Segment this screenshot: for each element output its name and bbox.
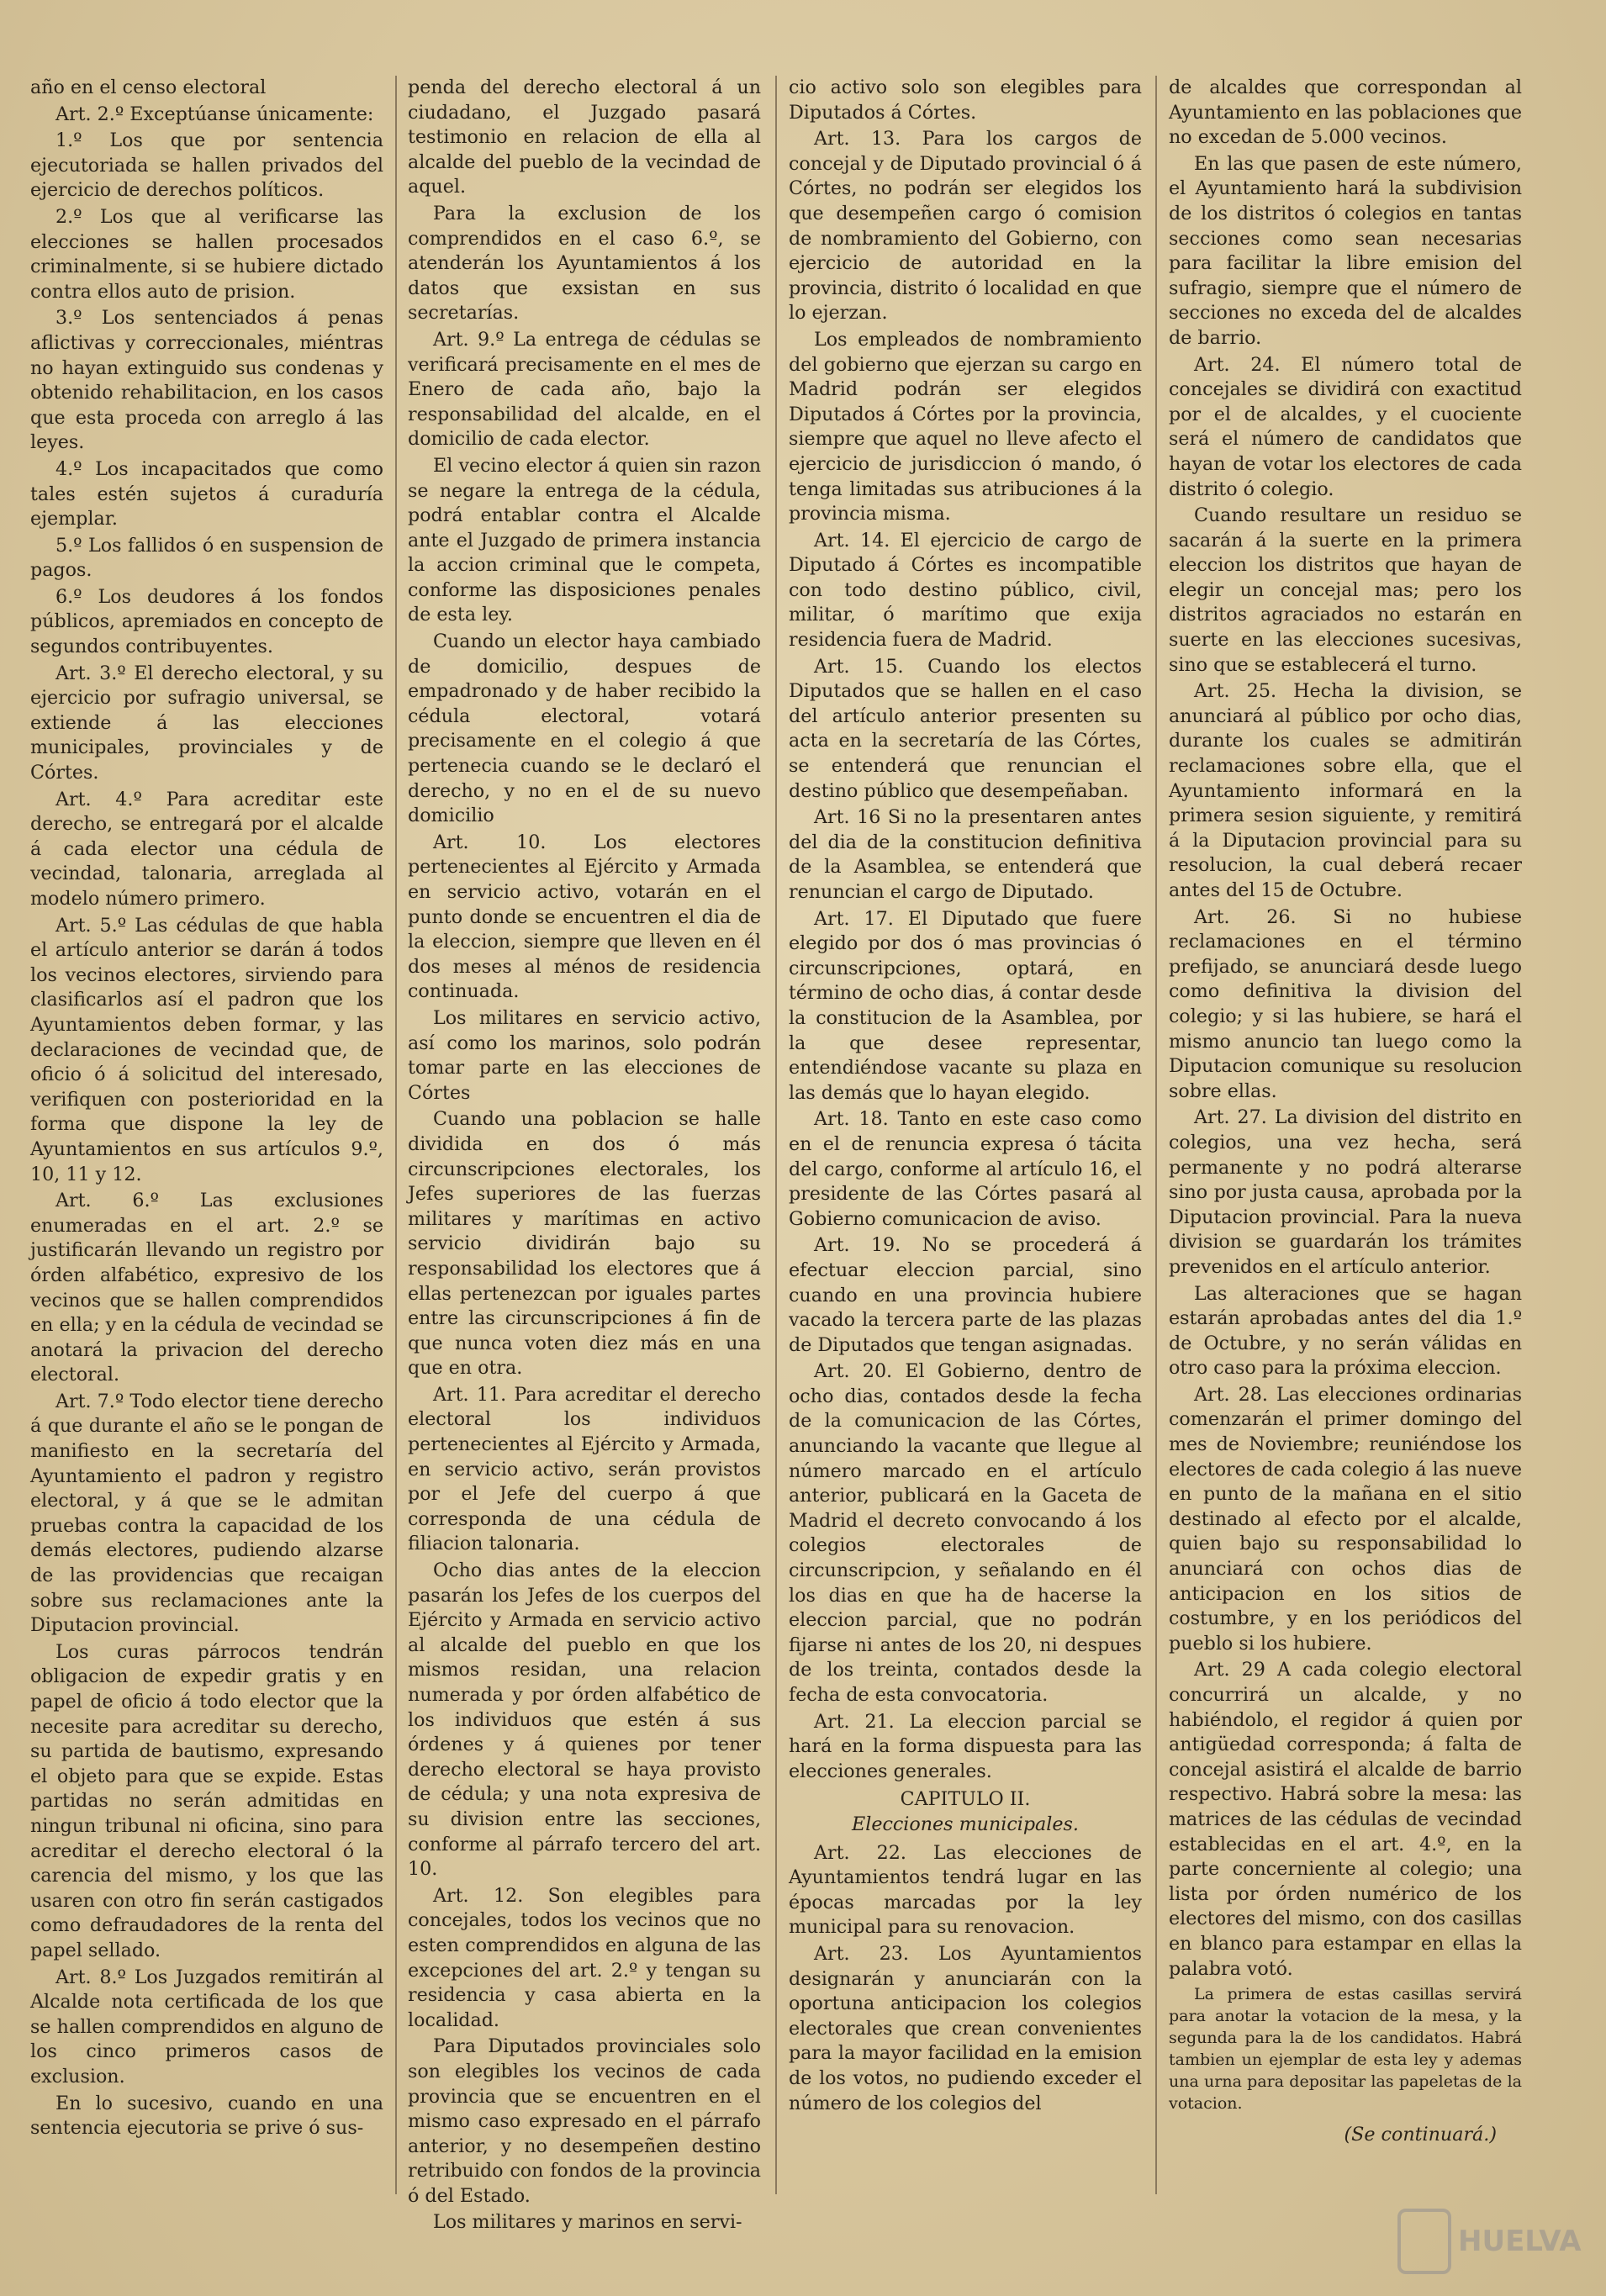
paragraph: Art. 12. Son elegibles para concejales, todos los vecinos que no esten comprendidos en alguna de las excepciones del art. 2.º y tengan su residencia y casa abierta en la localidad. <box>408 1884 761 2031</box>
paragraph: 2.º Los que al verificarse las elecciones se hallen procesados criminalmente, si se hubiere dictado contra ellos auto de prision. <box>30 205 383 303</box>
paragraph: penda del derecho electoral á un ciudadano, el Juzgado pasará testimonio en relacion de ella al alcalde del pueblo de la vecindad de aquel. <box>408 77 761 198</box>
paragraph: Art. 4.º Para acreditar este derecho, se entregará por el alcalde á cada elector una cédula de vecindad, talonaria, arreglada al modelo número primero. <box>30 788 383 910</box>
paragraph: Art. 10. Los electores pertenecientes al Ejército y Armada en servicio activo, votarán en el punto donde se encuentren el dia de la eleccion, siempre que lleven en él dos meses al ménos de residencia continuada. <box>408 831 761 1003</box>
watermark-text: HUELVA <box>1458 2225 1582 2258</box>
paragraph: 1.º Los que por sentencia ejecutoriada se hallen privados del ejercicio de derechos políticos. <box>30 129 383 202</box>
paragraph: Art. 7.º Todo elector tiene derecho á que durante el año se le pongan de manifiesto en la secretaría del Ayuntamiento el padron y registro electoral, y á que se le admitan pruebas contra la capacidad de los demás electores, pudiendo alzarse de las providencias que recaigan sobre sus reclamaciones ante la Diputacion provincial. <box>30 1390 383 1637</box>
paragraph: Art. 29 A cada colegio electoral concurrirá un alcalde, y no habiéndolo, el regidor á quien por antigüedad corresponda; á falta de concejal asistirá el alcalde de barrio respectivo. Habrá sobre la mesa: las matrices de las cédulas de vecindad establecidas en el art. 4.º, en la parte concerniente al colegio; una lista por órden numérico de los electores del mismo, con dos casillas en blanco para estampar en ellas la palabra votó. <box>1169 1659 1522 1980</box>
paragraph: Cuando una poblacion se halle dividida en dos ó más circunscripciones electorales, los Jefes superiores de las fuerzas militares y marítimas en activo servicio dividirán bajo su responsabilidad los electores que á ellas pertenezcan por iguales partes entre las circunscripciones á fin de que nunca voten diez más en una que en otra. <box>408 1108 761 1380</box>
paragraph: Los empleados de nombramiento del gobierno que ejerzan su cargo en Madrid podrán ser elegidos Diputados á Córtes por la provincia, siempre que aquel no lleve afecto el ejercicio de jurisdiccion ó mando, ó tenga limitadas sus atribuciones á la provincia misma. <box>789 328 1142 525</box>
paragraph: Art. 13. Para los cargos de concejal y de Diputado provincial ó á Córtes, no podrán ser elegidos los que desempeñen cargo ó comision de nombramiento del Gobierno, con ejercicio de autoridad en la provincia, distrito ó localidad en que lo ejerzan. <box>789 128 1142 325</box>
paragraph: Art. 28. Las elecciones ordinarias comenzarán el primer domingo del mes de Noviembre; reuniéndose los electores de cada colegio á las nueve en punto de la mañana en el sitio destinado al efecto por el alcalde, quien bajo su responsabilidad lo anunciará con ochos dias de anticipacion en los sitios de costumbre, y en los periódicos del pueblo si los hubiere. <box>1169 1383 1522 1655</box>
paragraph: Cuando resultare un residuo se sacarán á la suerte en la primera eleccion los distritos que hayan de elegir un concejal mas; pero los distritos agraciados no estarán en suerte en las elecciones sucesivas, sino que se establecerá el turno. <box>1169 504 1522 676</box>
paragraph: Art. 14. El ejercicio de cargo de Diputado á Córtes es incompatible con todo destino público, civil, militar, ó marítimo que exija residencia fuera de Madrid. <box>789 529 1142 652</box>
archive-watermark <box>1397 2204 1591 2279</box>
chapter-heading: CAPITULO II. <box>900 1788 1031 1811</box>
paragraph: Art. 26. Si no hubiese reclamaciones en el término prefijado, se anunciará desde luego como definitiva la division del colegio; y si las hubiere, se hará el mismo anuncio tan luego como la Diputacion comunique su resolucion sobre ellas. <box>1169 905 1522 1102</box>
paragraph: Art. 11. Para acreditar el derecho electoral los individuos pertenecientes al Ejército y Armada, en servicio activo, serán provistos por el Jefe del cuerpo á que corresponda de una cédula de filiacion talonaria. <box>408 1383 761 1555</box>
paragraph: año en el censo electoral <box>30 77 267 98</box>
paragraph: Art. 23. Los Ayuntamientos designarán y anunciarán con la oportuna anticipacion los colegios electorales que crean convenientes para la mayor facilidad en la emision de los votos, no pudiendo exceder el número de los colegios del <box>789 1942 1142 2114</box>
column-rule <box>395 76 397 2194</box>
paragraph: 6.º Los deudores á los fondos públicos, apremiados en concepto de segundos contribuyentes. <box>30 585 383 658</box>
paragraph: Para Diputados provinciales solo son elegibles los vecinos de cada provincia que se encuentren en el mismo caso expresado en el párrafo anterior, y no desempeñen destino retribuido con fondos de la provincia ó del Estado. <box>408 2035 761 2207</box>
paragraph: El vecino elector á quien sin razon se negare la entrega de la cédula, podrá entablar contra el Alcalde ante el Juzgado de primera instancia la accion criminal que le competa, conforme las disposiciones penales de esta ley. <box>408 454 761 626</box>
paragraph: 4.º Los incapacitados que como tales estén sujetos á curaduría ejemplar. <box>30 457 383 530</box>
paragraph: Art. 9.º La entrega de cédulas se verificará precisamente en el mes de Enero de cada año, bajo la responsabilidad del alcalde, en el domicilio de cada elector. <box>408 328 761 451</box>
paragraph: Art. 20. El Gobierno, dentro de ocho dias, contados desde la fecha de la comunicacion de las Córtes, anunciando la vacante que llegue al número marcado en el artículo anterior, publicará en la Gaceta de Madrid el decreto convocando á los colegios electorales de circunscripcion, y señalando en él los dias en que ha de hacerse la eleccion parcial, que no podrán fijarse ni antes de los 20, ni despues de los treinta, contados desde la fecha de esta convocatoria. <box>789 1360 1142 1706</box>
paragraph: cio activo solo son elegibles para Diputados á Córtes. <box>789 77 1142 124</box>
paragraph: Cuando un elector haya cambiado de domicilio, despues de empadronado y de haber recibido la cédula electoral, votará precisamente en el colegio á que pertenecia cuando se le declaró el derecho, y no en el de su nuevo domicilio <box>408 631 761 827</box>
paragraph: Art. 16 Si no la presentaren antes del dia de la constitucion definitiva de la Asamblea, se entenderá que renuncian el cargo de Diputado. <box>789 806 1142 903</box>
paragraph: Art. 21. La eleccion parcial se hará en la forma dispuesta para las elecciones generales. <box>789 1710 1142 1782</box>
column-rule <box>775 76 777 2194</box>
paragraph: Art. 18. Tanto en este caso como en el de renuncia expresa ó tácita del cargo, conforme al artículo 16, el presidente de las Córtes pasará al Gobierno comunicacion de aviso. <box>789 1108 1142 1230</box>
paragraph: Art. 27. La division del distrito en colegios, una vez hecha, será permanente y no podrá alterarse sino por justa causa, aprobada por la Diputacion provincial. Para la nueva division se guardarán los trámites prevenidos en el artículo anterior. <box>1169 1106 1522 1278</box>
paragraph: Los curas párrocos tendrán obligacion de expedir gratis y en papel de oficio á todo elector que la necesite para acreditar su derecho, su partida de bautismo, expresando el objeto para que se expide. Estas partidas no serán admitidas en ningun tribunal ni oficina, sino para acreditar el derecho electoral ó la carencia del mismo, y los que las usaren con otro fin serán castigados como defraudadores de la renta del papel sellado. <box>30 1640 383 1961</box>
paragraph: Art. 8.º Los Juzgados remitirán al Alcalde nota certificada de los que se hallen comprendidos en alguno de los cinco primeros casos de exclusion. <box>30 1966 383 2088</box>
paragraph: En lo sucesivo, cuando en una sentencia ejecutoria se prive ó sus- <box>30 2092 383 2140</box>
paragraph: Ocho dias antes de la eleccion pasarán los Jefes de los cuerpos del Ejército y Armada en servicio activo al alcalde del pueblo en que los mismos residan, una relacion numerada y por órden alfabético de los individuos que estén á sus órdenes y á quienes por tener derecho electoral se haya provisto de cédula; y una nota expresiva de su division entre las secciones, conforme al párrafo tercero del art. 10. <box>408 1560 761 1881</box>
paragraph: Art. 24. El número total de concejales se dividirá con exactitud por el de alcaldes, y el cuociente será el número de candidatos que hayan de votar los electores de cada distrito ó colegio. <box>1169 353 1522 500</box>
paragraph: Art. 19. No se procederá á efectuar eleccion parcial, sino cuando en una provincia hubiere vacado la tercera parte de las plazas de Diputados que tengan asignadas. <box>789 1234 1142 1356</box>
paragraph: Art. 5.º Las cédulas de que habla el artículo anterior se darán á todos los vecinos electores, sirviendo para clasificarlos así el padron que los Ayuntamientos deben formar, y las declaraciones de vecindad que, de oficio ó á solicitud del interesado, verifiquen con posterioridad en la forma que dispone la ley de Ayuntamientos en sus artículos 9.º, 10, 11 y 12. <box>30 914 383 1185</box>
paragraph: Art. 6.º Las exclusiones enumeradas en el art. 2.º se justificarán llevando un registro por órden alfabético, expresivo de los vecinos que se hallen comprendidos en ella; y en la cédula de vecindad se anotará la privacion del derecho electoral. <box>30 1190 383 1386</box>
paragraph: Art. 2.º Exceptúanse únicamente: <box>55 103 374 125</box>
paragraph: 3.º Los sentenciados á penas aflictivas y correccionales, miéntras no hayan extinguido sus condenas y obtenido rehabilitacion, en los casos que esta proceda con arreglo á las leyes. <box>30 307 383 454</box>
paragraph: Los militares y marinos en servi- <box>433 2211 742 2234</box>
column-3 <box>789 76 1142 2118</box>
column-rule <box>1155 76 1157 2194</box>
paragraph: Para la exclusion de los comprendidos en el caso 6.º, se atenderán los Ayuntamientos á los datos que exsistan en sus secretarías. <box>408 202 761 325</box>
paragraph: Art. 17. El Diputado que fuere elegido por dos ó mas provincias ó circunscripciones, optará, en término de ocho dias, á contar desde la constitucion de la Asamblea, por la que desee representar, entendiéndose vacante su plaza en las demás que lo hayan elegido. <box>789 907 1142 1104</box>
continuation-note: (Se continuará.) <box>1344 2124 1497 2146</box>
paragraph: En las que pasen de este número, el Ayuntamiento hará la subdivision de los distritos ó colegios en tantas secciones como sean necesarias para facilitar la libre emision del sufragio, siempre que el número de secciones no exceda del de alcaldes de barrio. <box>1169 152 1522 349</box>
footnote: La primera de estas casillas servirá para anotar la votacion de la mesa, y la segunda para la de los candidatos. Habrá tambien un ejemplar de esta ley y ademas una urna para depositar las papeletas de la votacion. <box>1169 1985 1522 2114</box>
watermark-badge-icon <box>1397 2209 1451 2274</box>
paragraph: Art. 25. Hecha la division, se anunciará al público por ocho dias, durante los cuales se admitirán reclamaciones sobre ella, que el Ayuntamiento informará en la primera sesion siguiente, y remitirá á la Diputacion provincial para su resolucion, la cual deberá recaer antes del 15 de Octubre. <box>1169 680 1522 901</box>
paragraph: Los militares en servicio activo, así como los marinos, solo podrán tomar parte en las elecciones de Córtes <box>408 1006 761 1104</box>
paragraph: Art. 22. Las elecciones de Ayuntamientos tendrá lugar en las épocas marcadas por la ley municipal para su renovacion. <box>789 1841 1142 1939</box>
chapter-subheading: Elecciones municipales. <box>852 1813 1079 1835</box>
column-4 <box>1169 76 1522 2150</box>
column-2 <box>408 76 761 2237</box>
paragraph: Art. 15. Cuando los electos Diputados que se hallen en el caso del artículo anterior presenten su acta en la secretaría de las Córtes, se entenderá que renuncian el destino público que desempeñaban. <box>789 655 1142 802</box>
paragraph: Las alteraciones que se hagan estarán aprobadas antes del dia 1.º de Octubre, y no serán válidas en otro caso para la próxima eleccion. <box>1169 1282 1522 1380</box>
paragraph: de alcaldes que correspondan al Ayuntamiento en las poblaciones que no excedan de 5.000 vecinos. <box>1169 77 1522 149</box>
paragraph: 5.º Los fallidos ó en suspension de pagos. <box>30 534 383 582</box>
paragraph: Art. 3.º El derecho electoral, y su ejercicio por sufragio universal, se extiende á las elecciones municipales, provinciales y de Córtes. <box>30 662 383 784</box>
column-1 <box>30 76 383 2143</box>
